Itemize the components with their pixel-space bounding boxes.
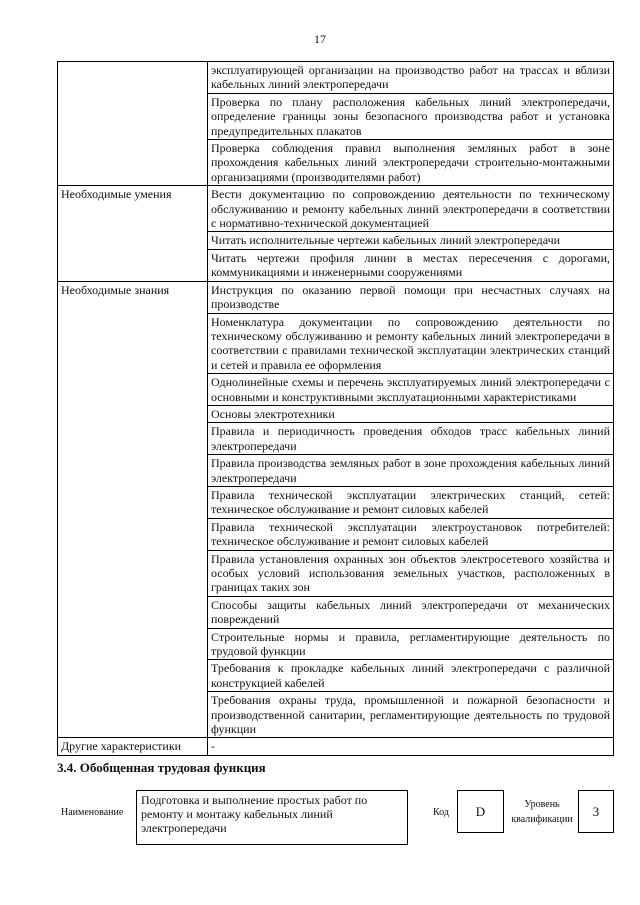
page-number: 17 (314, 32, 326, 46)
row-text-cell: Номенклатура документации по сопровождению деятельности по техническому обслуживанию и ремонту кабельных линий электропередачи в соответствии с правилами технической эксплуатации электрических станций и сетей и правила ее оформления (208, 313, 614, 374)
row-text-cell: Правила технической эксплуатации электрических станций, сетей: техническое обслуживание и ремонт силовых кабелей (208, 486, 614, 518)
row-text-cell: Однолинейные схемы и перечень эксплуатируемых линий электропередачи с основными и конструктивными эксплуатационными характеристиками (208, 374, 614, 406)
row-text-cell: эксплуатирующей организации на производство работ на трассах и вблизи кабельных линий электропередачи (208, 62, 614, 94)
section-heading: 3.4. Обобщенная трудовая функция (57, 760, 266, 775)
table-row (58, 186, 614, 232)
code-value-box: D (457, 790, 504, 833)
row-text-cell: Основы электротехники (208, 405, 614, 422)
table-row (58, 281, 614, 313)
table-body (58, 62, 614, 756)
competency-table (57, 61, 614, 756)
row-label-cell: Другие характеристики (58, 738, 208, 755)
table-row (58, 738, 614, 755)
row-text-cell: Правила и периодичность проведения обходов трасс кабельных линий электропередачи (208, 423, 614, 455)
row-text-cell: Вести документацию по сопровождению деятельности по техническому обслуживанию и ремонту кабельных линий электропередачи в соответствии с нормативно-технической документацией (208, 186, 614, 232)
row-text-cell: Проверка соблюдения правил выполнения земляных работ в зоне прохождения кабельных линий электропередачи строительно-монтажными организациями (производителями работ) (208, 140, 614, 186)
row-label-cell (58, 62, 208, 186)
row-text-cell: Правила производства земляных работ в зоне прохождения кабельных линий электропередачи (208, 455, 614, 487)
row-text-cell: Строительные нормы и правила, регламентирующие деятельность по трудовой функции (208, 628, 614, 660)
name-value-box: Подготовка и выполнение простых работ по ремонту и монтажу кабельных линий электропередачи (136, 790, 408, 845)
row-text-cell: Правила установления охранных зон объектов электросетевого хозяйства и особых условий использования земельных участков, расположенных в границах таких зон (208, 550, 614, 596)
code-label: Код (433, 807, 449, 818)
row-text-cell: Требования к прокладке кабельных линий электропередачи с различной конструкцией кабелей (208, 660, 614, 692)
table-row (58, 62, 614, 94)
name-label: Наименование (61, 807, 124, 818)
row-text-cell: Проверка по плану расположения кабельных линий электропередачи, определение границы зоны безопасного производства работ и установка предупредительных плакатов (208, 93, 614, 139)
row-text-cell: Инструкция по оказанию первой помощи при несчастных случаях на производстве (208, 281, 614, 313)
row-text-cell: Правила технической эксплуатации электроустановок потребителей: техническое обслуживание и ремонт силовых кабелей (208, 518, 614, 550)
row-text-cell: Читать чертежи профиля линии в местах пересечения с дорогами, коммуникациями и инженерными сооружениями (208, 249, 614, 281)
row-text-cell: Способы защиты кабельных линий электропередачи от механических повреждений (208, 596, 614, 628)
qualification-level-box: 3 (578, 790, 614, 833)
row-text-cell: Читать исполнительные чертежи кабельных линий электропередачи (208, 232, 614, 249)
row-label-cell: Необходимые знания (58, 281, 208, 738)
row-label-cell: Необходимые умения (58, 186, 208, 281)
row-text-cell: - (208, 738, 614, 755)
qualification-level-label: Уровень квалификации (511, 799, 573, 825)
row-text-cell: Требования охраны труда, промышленной и пожарной безопасности и производственной санитарии, регламентирующие деятельность по трудовой функции (208, 692, 614, 738)
